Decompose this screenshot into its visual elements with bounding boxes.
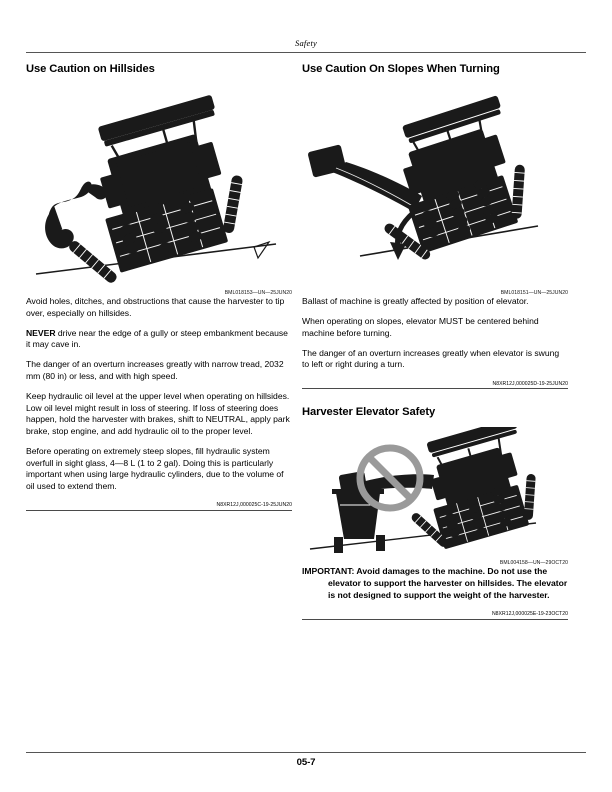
section-divider-rule-right-two (302, 619, 568, 620)
right-column (302, 62, 568, 620)
important-body-text: Avoid damages to the machine. Do not use the elevator to support the harvester on hillsides. The elevator is not designed to support the weight of the harvester. (328, 566, 568, 600)
figure-elevator-resting-on-cart-prohibited (302, 427, 568, 566)
reference-id-left-section: N8XR12J,000025C-19-25JUN20 (216, 502, 292, 509)
reference-id-right-section-two: N8XR12J,000025E-19-23OCT20 (491, 611, 568, 618)
spacer (302, 389, 568, 405)
paragraph-overturn-narrow-tread: The danger of an overturn increases greatly with narrow tread, 2032 mm (80 in) or less, and with high speed. (26, 359, 284, 381)
hillside-tipping-illustration-svg (26, 84, 292, 289)
figure-harvester-turning-on-slope (302, 84, 568, 296)
section-title-use-caution-on-hillsides: Use Caution on Hillsides (26, 63, 155, 75)
never-emphasis: NEVER (26, 327, 56, 338)
figure-harvester-tipping-on-hillside (26, 84, 292, 296)
paragraph-ballast-affected-by-elevator: Ballast of machine is greatly affected by position of elevator. (302, 296, 529, 306)
paragraph-avoid-holes: Avoid holes, ditches, and obstructions that cause the harvester to tip over, especially on hillsides. (26, 296, 285, 318)
paragraph-important-elevator-support (302, 566, 568, 601)
paragraph-hydraulic-oil-level: Keep hydraulic oil level at the upper level when operating on hillsides. Low oil level might result in loss of steering. If loss of steering does happen, hold the harvester with brakes, shift to NEUTRAL, apply park brake, stop engine, and add hydraulic oil to the proper level. (26, 391, 290, 436)
section-title-use-caution-on-slopes-when-turning: Use Caution On Slopes When Turning (302, 63, 500, 75)
figure-id-caption: BML018153—UN—25JUN20 (224, 290, 292, 296)
paragraph-elevator-centered-before-turning: When operating on slopes, elevator MUST be centered behind machine before turning. (302, 316, 539, 338)
left-column (26, 62, 292, 511)
footer-divider-rule (26, 752, 586, 753)
header-divider-rule (26, 52, 586, 53)
section-divider-rule-left (26, 510, 292, 511)
important-label: IMPORTANT: (302, 566, 355, 577)
paragraph-steep-slopes-fill-hydraulic: Before operating on extremely steep slopes, fill hydraulic system overfull in sight glass, 4—8 L (1 to 2 gal). Doing this is particularly important when using large hydraulic cylinders, due to the volume of oil used to extend them. (26, 445, 284, 491)
figure-id-caption: BML018151—UN—25JUN20 (500, 290, 568, 296)
paragraph-overturn-elevator-swung: The danger of an overturn increases greatly when elevator is swung to left or right during a turn. (302, 347, 560, 370)
slope-turning-illustration-svg (302, 84, 568, 289)
elevator-safety-illustration-svg (302, 427, 568, 559)
running-header: Safety (295, 38, 317, 48)
never-paragraph-text: drive near the edge of a gully or steep embankment because it may cave in. (26, 327, 288, 350)
paragraph-never-drive-near-edge (26, 328, 292, 351)
figure-id-caption: BML004158—UN—29OCT20 (499, 560, 568, 567)
section-title-harvester-elevator-safety: Harvester Elevator Safety (302, 406, 436, 419)
reference-id-right-section-one: N8XR12J,000025D-19-25JUN20 (492, 380, 568, 387)
page-number: 05-7 (296, 757, 316, 768)
